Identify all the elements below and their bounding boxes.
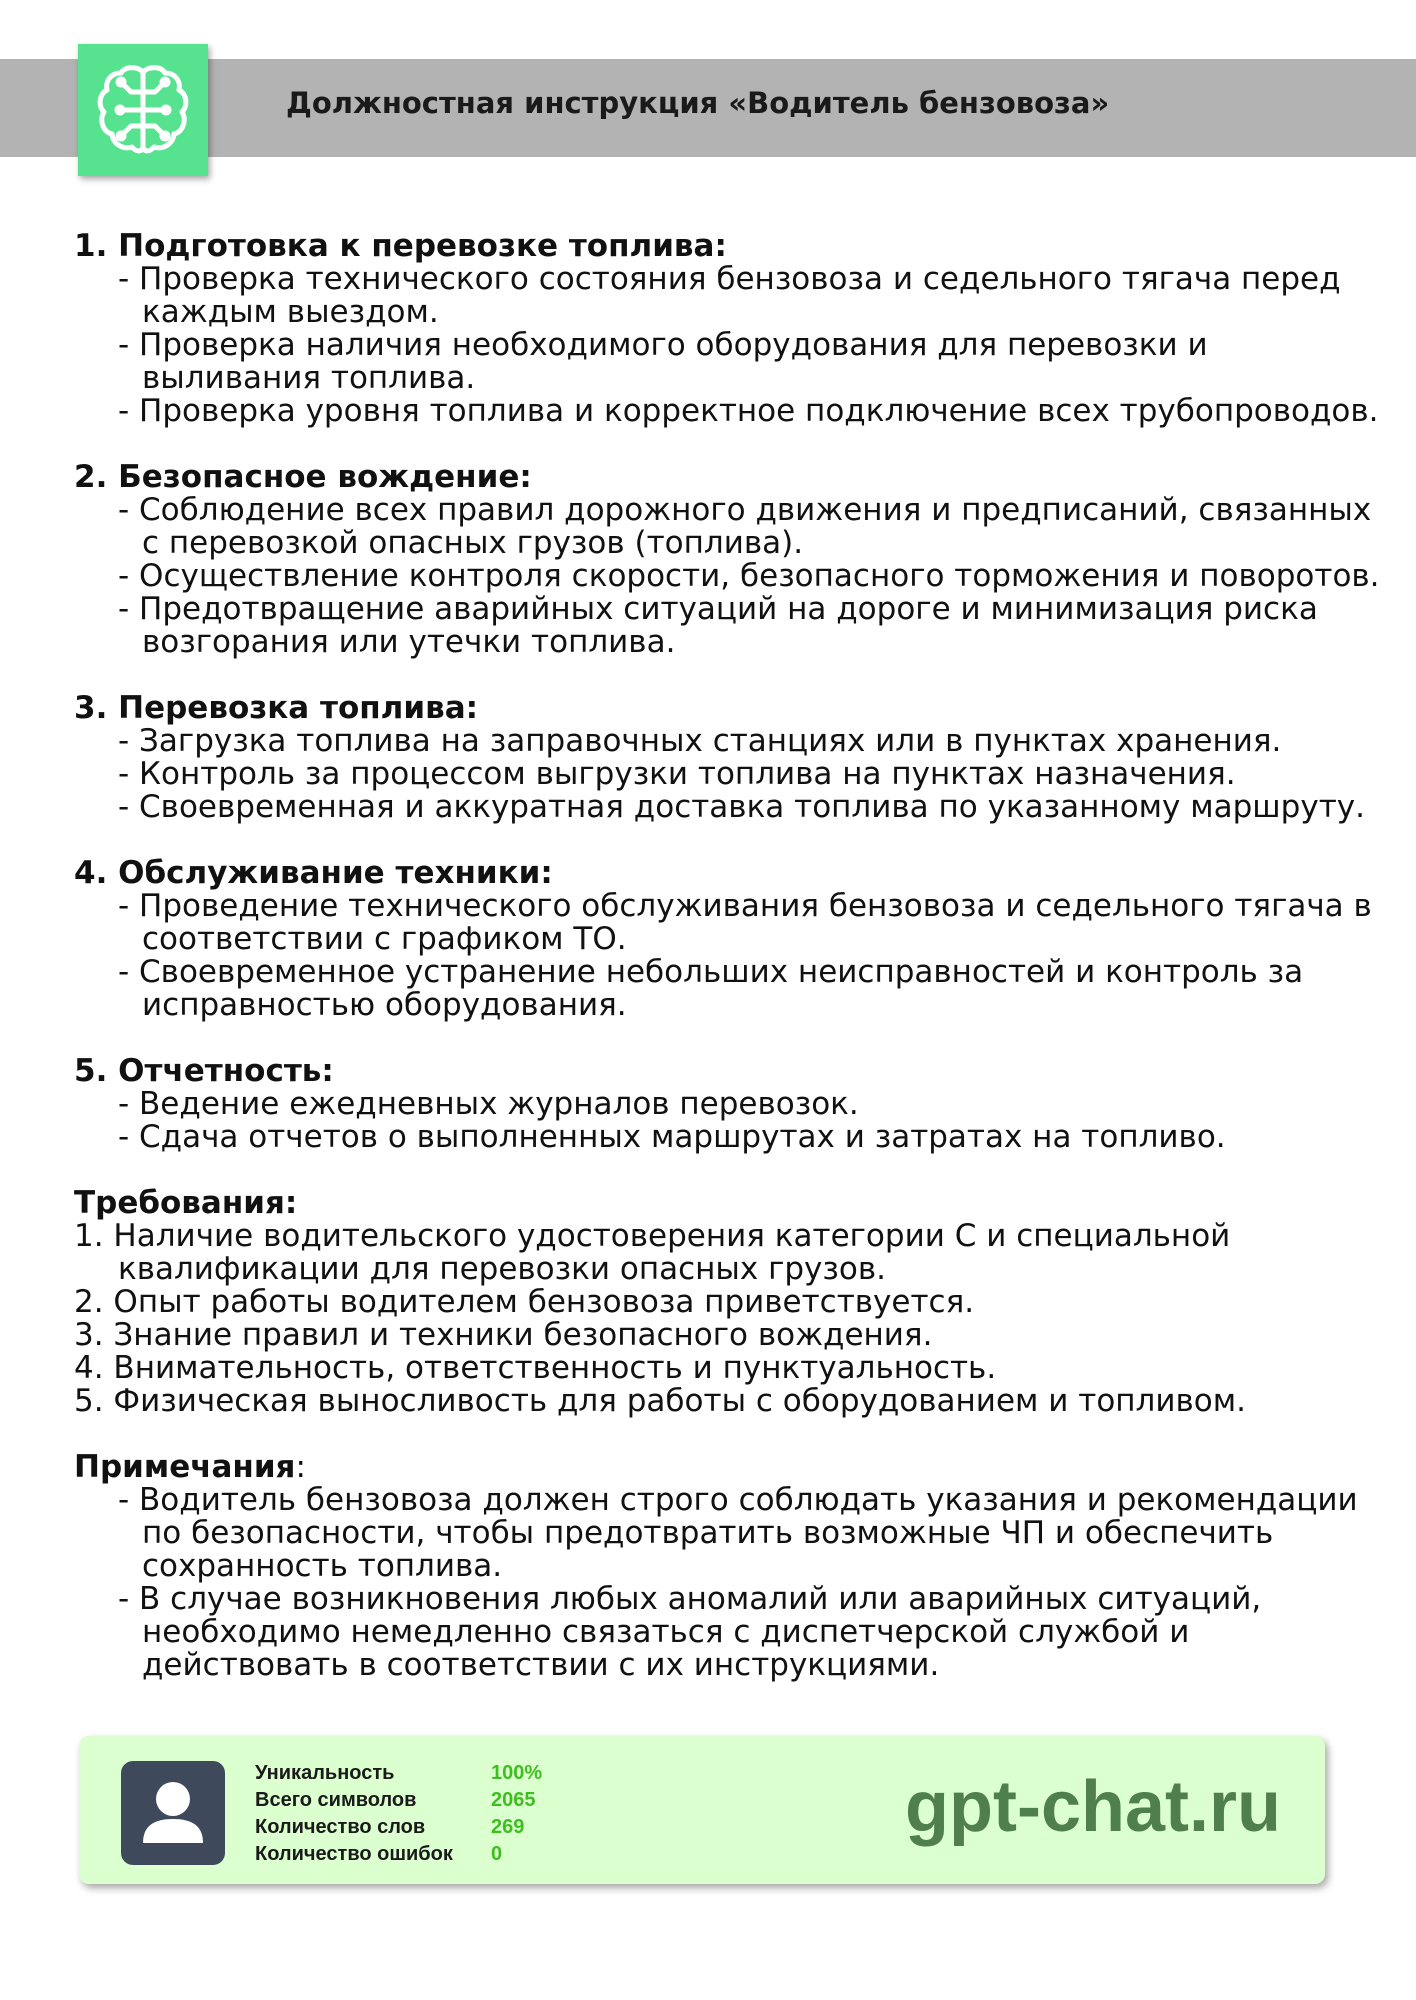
section-title: 5. Отчетность:: [74, 1053, 334, 1089]
notes-colon: :: [295, 1449, 306, 1485]
list-item: - Проверка технического состояния бензовоза и седельного тягача перед каждым выездом.: [118, 261, 1341, 330]
list-item: 1. Наличие водительского удостоверения категории С и специальной квалификации для перевозки опасных грузов.: [74, 1218, 1231, 1287]
stats-card: [79, 1736, 1325, 1884]
stat-label: Уникальность: [255, 1762, 395, 1784]
stat-errors: [255, 1841, 542, 1868]
list-item: - Проверка наличия необходимого оборудования для перевозки и выливания топлива.: [118, 327, 1208, 396]
section-title: Требования:: [74, 1185, 298, 1221]
list-item: - Ведение ежедневных журналов перевозок.: [118, 1086, 859, 1122]
stat-label: Количество слов: [255, 1816, 426, 1838]
logo: [78, 44, 208, 176]
stat-value: 269: [491, 1816, 525, 1838]
section-notes: [74, 1451, 1394, 1682]
section-title: 2. Безопасное вождение:: [74, 459, 532, 495]
section-title: [74, 1451, 1394, 1484]
user-icon: [121, 1761, 225, 1865]
section-title: 1. Подготовка к перевозке топлива:: [74, 228, 727, 264]
list-item: - Проведение технического обслуживания бензовоза и седельного тягача в соответствии с графиком ТО.: [118, 888, 1372, 957]
list-item: - Осуществление контроля скорости, безопасного торможения и поворотов.: [118, 558, 1380, 594]
list-item: - Контроль за процессом выгрузки топлива на пунктах назначения.: [118, 756, 1236, 792]
section-preparation: [74, 230, 1394, 428]
section-maintenance: [74, 857, 1394, 1022]
stat-value: 100%: [491, 1762, 543, 1784]
list-item: - Сдача отчетов о выполненных маршрутах и затратах на топливо.: [118, 1119, 1226, 1155]
avatar: [121, 1761, 225, 1865]
stat-label: Всего символов: [255, 1789, 417, 1811]
list-item: 3. Знание правил и техники безопасного вождения.: [74, 1317, 933, 1353]
list-item: 4. Внимательность, ответственность и пунктуальность.: [74, 1350, 997, 1386]
notes-title: Примечания: [74, 1449, 296, 1485]
brain-icon: [93, 62, 193, 158]
section-title: 4. Обслуживание техники:: [74, 855, 553, 891]
list-item: - Своевременное устранение небольших неисправностей и контроль за исправностью оборудования.: [118, 954, 1304, 1023]
section-requirements: [74, 1187, 1394, 1418]
list-item: - Водитель бензовоза должен строго соблюдать указания и рекомендации по безопасности, чтобы предотвратить возможные ЧП и обеспечить сохранность топлива.: [118, 1482, 1358, 1584]
document-title: Должностная инструкция «Водитель бензовоза»: [286, 86, 1110, 120]
stat-label: Количество ошибок: [255, 1843, 453, 1865]
stat-value: 2065: [491, 1789, 536, 1811]
section-title: 3. Перевозка топлива:: [74, 690, 479, 726]
document-body: [74, 230, 1394, 1715]
site-name: gpt-chat.ru: [905, 1767, 1281, 1847]
list-item: 5. Физическая выносливость для работы с оборудованием и топливом.: [74, 1383, 1246, 1419]
stat-uniqueness: [255, 1760, 542, 1787]
list-item: - Своевременная и аккуратная доставка топлива по указанному маршруту.: [118, 789, 1365, 825]
list-item: - В случае возникновения любых аномалий или аварийных ситуаций, необходимо немедленно связаться с диспетчерской службой и действовать в соответствии с их инструкциями.: [118, 1581, 1262, 1683]
stat-value: 0: [491, 1843, 503, 1865]
stats-list: [255, 1760, 542, 1868]
list-item: - Предотвращение аварийных ситуаций на дороге и минимизация риска возгорания или утечки топлива.: [118, 591, 1318, 660]
stat-characters: [255, 1787, 542, 1814]
list-item: - Соблюдение всех правил дорожного движения и предписаний, связанных с перевозкой опасных грузов (топлива).: [118, 492, 1372, 561]
list-item: 2. Опыт работы водителем бензовоза приветствуется.: [74, 1284, 975, 1320]
list-item: - Проверка уровня топлива и корректное подключение всех трубопроводов.: [118, 393, 1379, 429]
list-item: - Загрузка топлива на заправочных станциях или в пунктах хранения.: [118, 723, 1282, 759]
section-reporting: [74, 1055, 1394, 1154]
section-transport: [74, 692, 1394, 824]
section-safe-driving: [74, 461, 1394, 659]
stat-words: [255, 1814, 542, 1841]
